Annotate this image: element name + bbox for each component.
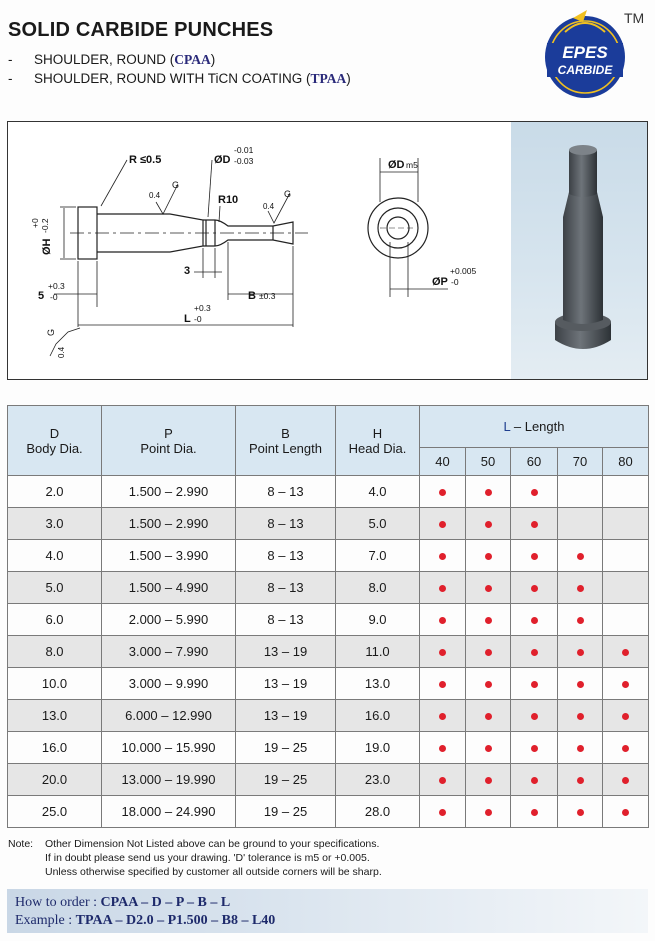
cell-length-60 bbox=[511, 476, 558, 508]
cell-length-60 bbox=[511, 700, 558, 732]
available-dot bbox=[577, 617, 584, 624]
svg-text:ØH: ØH bbox=[41, 238, 53, 255]
table-row bbox=[8, 732, 649, 764]
available-dot bbox=[439, 521, 446, 528]
cell-h: 11.0 bbox=[336, 636, 420, 668]
note-line: If in doubt please send us your drawing. 'D' tolerance is m5 or +0.005. bbox=[45, 852, 370, 864]
cell-length-80 bbox=[603, 604, 649, 636]
available-dot bbox=[485, 681, 492, 688]
svg-text:G: G bbox=[284, 189, 292, 199]
svg-text:-0.01: -0.01 bbox=[234, 145, 254, 155]
svg-text:+0.005: +0.005 bbox=[450, 266, 477, 276]
available-dot bbox=[531, 713, 538, 720]
available-dot bbox=[439, 681, 446, 688]
header-point-dia: P Point Dia. bbox=[102, 406, 236, 476]
available-dot bbox=[439, 489, 446, 496]
available-dot bbox=[485, 585, 492, 592]
cell-h: 19.0 bbox=[336, 732, 420, 764]
available-dot bbox=[577, 745, 584, 752]
cell-p: 6.000 – 12.990 bbox=[102, 700, 236, 732]
svg-text:-0.2: -0.2 bbox=[40, 218, 50, 233]
available-dot bbox=[622, 777, 629, 784]
cell-b: 8 – 13 bbox=[236, 476, 336, 508]
cell-p: 10.000 – 15.990 bbox=[102, 732, 236, 764]
svg-text:0.4: 0.4 bbox=[263, 202, 275, 211]
cell-length-40 bbox=[420, 604, 466, 636]
svg-text:m5: m5 bbox=[406, 160, 418, 170]
cell-p: 2.000 – 5.990 bbox=[102, 604, 236, 636]
svg-text:±0.3: ±0.3 bbox=[259, 291, 276, 301]
cell-b: 8 – 13 bbox=[236, 508, 336, 540]
available-dot bbox=[577, 649, 584, 656]
spec-table bbox=[7, 405, 649, 828]
length-col-70: 70 bbox=[558, 448, 603, 476]
table-row bbox=[8, 604, 649, 636]
available-dot bbox=[439, 585, 446, 592]
available-dot bbox=[577, 553, 584, 560]
cell-length-70 bbox=[558, 636, 603, 668]
cell-length-70 bbox=[558, 796, 603, 828]
svg-text:-0.03: -0.03 bbox=[234, 156, 254, 166]
cell-length-40 bbox=[420, 476, 466, 508]
available-dot bbox=[577, 777, 584, 784]
cell-length-70 bbox=[558, 764, 603, 796]
cell-length-50 bbox=[466, 764, 511, 796]
page-title: SOLID CARBIDE PUNCHES bbox=[8, 19, 274, 41]
cell-length-50 bbox=[466, 700, 511, 732]
available-dot bbox=[577, 681, 584, 688]
cell-d: 16.0 bbox=[8, 732, 102, 764]
cell-length-40 bbox=[420, 668, 466, 700]
cell-h: 8.0 bbox=[336, 572, 420, 604]
note-line: Unless otherwise specified by customer all outside corners will be sharp. bbox=[45, 866, 382, 878]
header-head-dia: H Head Dia. bbox=[336, 406, 420, 476]
cell-b: 13 – 19 bbox=[236, 636, 336, 668]
svg-text:+0.3: +0.3 bbox=[194, 303, 211, 313]
available-dot bbox=[622, 681, 629, 688]
available-dot bbox=[622, 809, 629, 816]
table-row bbox=[8, 796, 649, 828]
available-dot bbox=[531, 809, 538, 816]
available-dot bbox=[439, 713, 446, 720]
available-dot bbox=[531, 585, 538, 592]
cell-length-80 bbox=[603, 508, 649, 540]
cell-length-80 bbox=[603, 764, 649, 796]
cell-b: 8 – 13 bbox=[236, 604, 336, 636]
svg-text:0.4: 0.4 bbox=[149, 191, 161, 200]
available-dot bbox=[485, 777, 492, 784]
cell-d: 13.0 bbox=[8, 700, 102, 732]
cell-length-50 bbox=[466, 636, 511, 668]
cell-length-80 bbox=[603, 732, 649, 764]
available-dot bbox=[439, 745, 446, 752]
svg-text:R ≤0.5: R ≤0.5 bbox=[129, 154, 162, 166]
available-dot bbox=[622, 745, 629, 752]
table-row bbox=[8, 700, 649, 732]
svg-text:ØP: ØP bbox=[432, 276, 448, 288]
svg-text:5: 5 bbox=[38, 290, 45, 302]
available-dot bbox=[485, 745, 492, 752]
epes-carbide-logo bbox=[543, 10, 627, 100]
svg-text:+0.3: +0.3 bbox=[48, 281, 65, 291]
available-dot bbox=[485, 617, 492, 624]
subtitle-tpaa: - SHOULDER, ROUND WITH TiCN COATING (TPAA) bbox=[8, 71, 351, 86]
cell-length-80 bbox=[603, 540, 649, 572]
available-dot bbox=[485, 713, 492, 720]
cell-h: 9.0 bbox=[336, 604, 420, 636]
available-dot bbox=[485, 809, 492, 816]
header-body-dia: D Body Dia. bbox=[8, 406, 102, 476]
length-col-40: 40 bbox=[420, 448, 466, 476]
svg-text:EPES: EPES bbox=[562, 43, 608, 62]
table-row bbox=[8, 540, 649, 572]
cell-length-60 bbox=[511, 796, 558, 828]
available-dot bbox=[531, 553, 538, 560]
cell-length-50 bbox=[466, 668, 511, 700]
header-length: L – Length bbox=[420, 406, 649, 448]
svg-text:-0: -0 bbox=[194, 314, 202, 324]
punch-photo bbox=[511, 122, 648, 380]
svg-text:ØD: ØD bbox=[214, 154, 231, 166]
cell-length-50 bbox=[466, 476, 511, 508]
trademark-mark: TM bbox=[624, 10, 645, 26]
cell-length-60 bbox=[511, 540, 558, 572]
cell-b: 8 – 13 bbox=[236, 540, 336, 572]
table-row bbox=[8, 572, 649, 604]
cell-length-80 bbox=[603, 636, 649, 668]
cell-length-40 bbox=[420, 732, 466, 764]
svg-text:G: G bbox=[172, 180, 180, 190]
order-format: How to order : CPAA – D – P – B – L bbox=[15, 895, 231, 910]
note-label: Note: bbox=[8, 838, 34, 850]
cell-length-50 bbox=[466, 796, 511, 828]
available-dot bbox=[531, 777, 538, 784]
cell-d: 10.0 bbox=[8, 668, 102, 700]
cell-length-70 bbox=[558, 700, 603, 732]
available-dot bbox=[531, 745, 538, 752]
cell-length-70 bbox=[558, 508, 603, 540]
available-dot bbox=[531, 617, 538, 624]
available-dot bbox=[485, 521, 492, 528]
cell-h: 5.0 bbox=[336, 508, 420, 540]
cell-p: 1.500 – 2.990 bbox=[102, 476, 236, 508]
svg-text:-0: -0 bbox=[50, 292, 58, 302]
cell-length-70 bbox=[558, 732, 603, 764]
cell-length-50 bbox=[466, 572, 511, 604]
cell-h: 4.0 bbox=[336, 476, 420, 508]
cell-h: 16.0 bbox=[336, 700, 420, 732]
svg-text:CARBIDE: CARBIDE bbox=[557, 63, 613, 77]
cell-p: 1.500 – 4.990 bbox=[102, 572, 236, 604]
available-dot bbox=[622, 713, 629, 720]
cell-length-40 bbox=[420, 540, 466, 572]
cell-d: 6.0 bbox=[8, 604, 102, 636]
table-row bbox=[8, 508, 649, 540]
available-dot bbox=[439, 649, 446, 656]
cell-length-80 bbox=[603, 796, 649, 828]
cell-length-80 bbox=[603, 700, 649, 732]
svg-text:+0: +0 bbox=[30, 218, 40, 228]
cell-b: 19 – 25 bbox=[236, 796, 336, 828]
cell-length-70 bbox=[558, 540, 603, 572]
available-dot bbox=[577, 713, 584, 720]
svg-text:B: B bbox=[248, 290, 256, 302]
cell-length-80 bbox=[603, 668, 649, 700]
available-dot bbox=[485, 649, 492, 656]
cell-length-70 bbox=[558, 604, 603, 636]
available-dot bbox=[485, 489, 492, 496]
cell-length-40 bbox=[420, 764, 466, 796]
cell-length-60 bbox=[511, 668, 558, 700]
cell-b: 8 – 13 bbox=[236, 572, 336, 604]
cell-h: 23.0 bbox=[336, 764, 420, 796]
cell-length-50 bbox=[466, 540, 511, 572]
length-col-50: 50 bbox=[466, 448, 511, 476]
cell-d: 20.0 bbox=[8, 764, 102, 796]
cell-b: 13 – 19 bbox=[236, 700, 336, 732]
cell-length-40 bbox=[420, 508, 466, 540]
punch-drawing bbox=[8, 122, 511, 380]
technical-drawing bbox=[7, 121, 648, 380]
cell-b: 19 – 25 bbox=[236, 732, 336, 764]
cell-length-40 bbox=[420, 796, 466, 828]
available-dot bbox=[531, 649, 538, 656]
header-point-length: B Point Length bbox=[236, 406, 336, 476]
cell-d: 25.0 bbox=[8, 796, 102, 828]
length-col-80: 80 bbox=[603, 448, 649, 476]
available-dot bbox=[439, 809, 446, 816]
svg-text:-0: -0 bbox=[451, 277, 459, 287]
available-dot bbox=[577, 585, 584, 592]
available-dot bbox=[439, 777, 446, 784]
cell-length-50 bbox=[466, 604, 511, 636]
note-line: Other Dimension Not Listed above can be ground to your specifications. bbox=[45, 838, 380, 850]
cell-h: 7.0 bbox=[336, 540, 420, 572]
cell-length-70 bbox=[558, 668, 603, 700]
cell-h: 13.0 bbox=[336, 668, 420, 700]
cell-length-60 bbox=[511, 732, 558, 764]
cell-p: 1.500 – 2.990 bbox=[102, 508, 236, 540]
subtitle-cpaa: - SHOULDER, ROUND (CPAA) bbox=[8, 52, 216, 67]
cell-length-80 bbox=[603, 572, 649, 604]
cell-d: 4.0 bbox=[8, 540, 102, 572]
cell-length-40 bbox=[420, 636, 466, 668]
order-example: Example : TPAA – D2.0 – P1.500 – B8 – L40 bbox=[15, 913, 276, 928]
cell-p: 18.000 – 24.990 bbox=[102, 796, 236, 828]
table-row bbox=[8, 476, 649, 508]
table-row bbox=[8, 764, 649, 796]
table-row bbox=[8, 636, 649, 668]
available-dot bbox=[485, 553, 492, 560]
cell-length-80 bbox=[603, 476, 649, 508]
svg-text:3: 3 bbox=[184, 265, 191, 277]
cell-length-40 bbox=[420, 700, 466, 732]
cell-length-60 bbox=[511, 508, 558, 540]
cell-d: 2.0 bbox=[8, 476, 102, 508]
cell-length-50 bbox=[466, 732, 511, 764]
available-dot bbox=[439, 553, 446, 560]
svg-text:G: G bbox=[46, 328, 56, 336]
punch-image bbox=[511, 122, 648, 380]
cell-length-70 bbox=[558, 476, 603, 508]
available-dot bbox=[577, 809, 584, 816]
cell-length-70 bbox=[558, 572, 603, 604]
cell-d: 3.0 bbox=[8, 508, 102, 540]
available-dot bbox=[531, 521, 538, 528]
svg-text:L: L bbox=[184, 313, 191, 325]
length-col-60: 60 bbox=[511, 448, 558, 476]
cell-b: 19 – 25 bbox=[236, 764, 336, 796]
cell-p: 3.000 – 7.990 bbox=[102, 636, 236, 668]
cell-length-50 bbox=[466, 508, 511, 540]
cell-length-60 bbox=[511, 764, 558, 796]
cell-h: 28.0 bbox=[336, 796, 420, 828]
cell-p: 3.000 – 9.990 bbox=[102, 668, 236, 700]
available-dot bbox=[531, 681, 538, 688]
how-to-order bbox=[7, 889, 648, 933]
cell-length-60 bbox=[511, 604, 558, 636]
cell-p: 13.000 – 19.990 bbox=[102, 764, 236, 796]
svg-text:R10: R10 bbox=[218, 194, 239, 206]
table-row bbox=[8, 668, 649, 700]
cell-length-60 bbox=[511, 636, 558, 668]
available-dot bbox=[531, 489, 538, 496]
cell-d: 5.0 bbox=[8, 572, 102, 604]
available-dot bbox=[622, 649, 629, 656]
cell-p: 1.500 – 3.990 bbox=[102, 540, 236, 572]
svg-text:ØD: ØD bbox=[388, 159, 405, 171]
available-dot bbox=[439, 617, 446, 624]
cell-length-60 bbox=[511, 572, 558, 604]
cell-d: 8.0 bbox=[8, 636, 102, 668]
svg-text:0.4: 0.4 bbox=[57, 346, 66, 358]
cell-b: 13 – 19 bbox=[236, 668, 336, 700]
cell-length-40 bbox=[420, 572, 466, 604]
